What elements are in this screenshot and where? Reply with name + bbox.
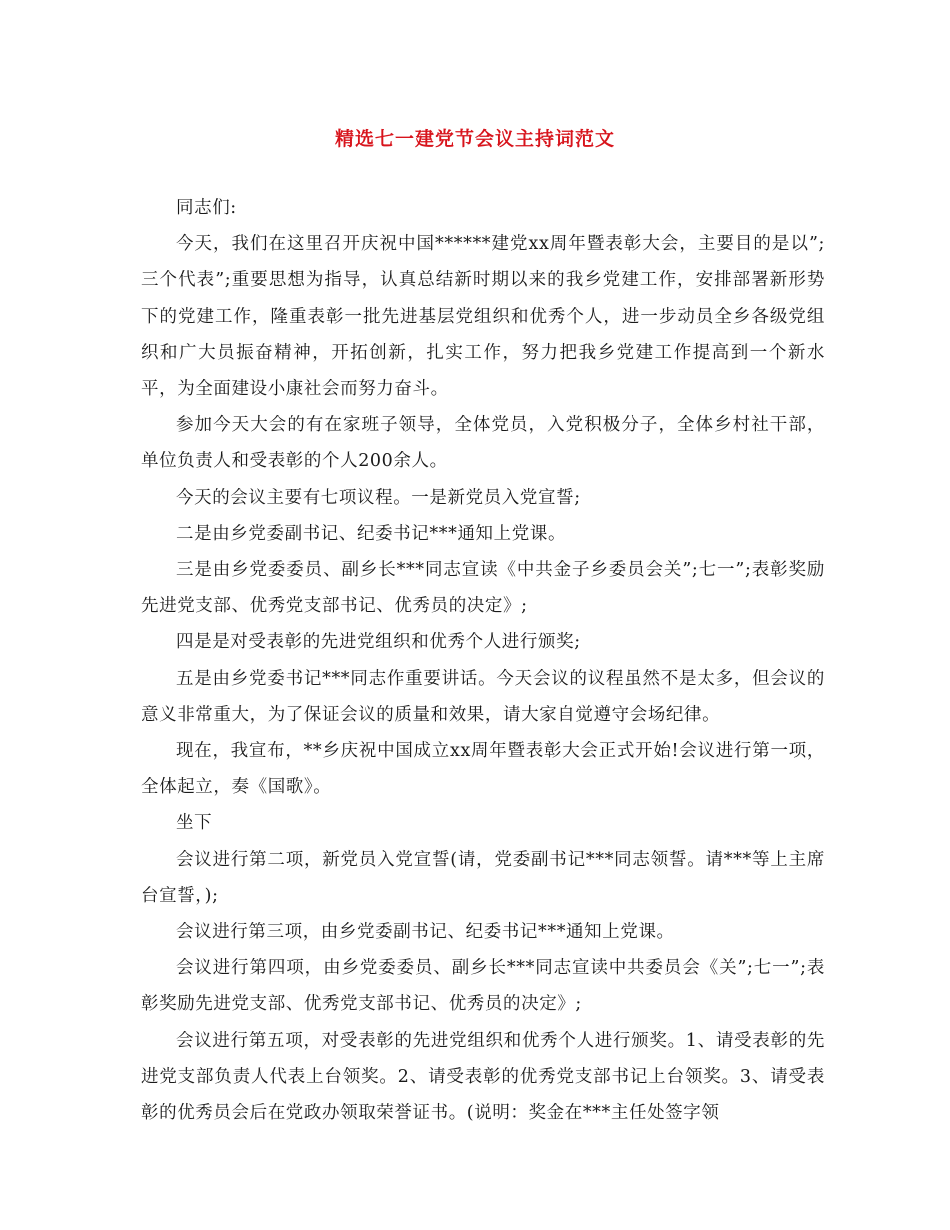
paragraph-greeting: 同志们: [176,198,237,218]
paragraph-agenda-item-4: 四是是对受表彰的先进党组织和优秀个人进行颁奖; [176,632,581,653]
paragraph-attendees: 参加今天大会的有在家班子领导，全体党员，入党积极分子，全体乡村社干部，单位负责人和受表彰的个人200余人。 [141,415,825,472]
paragraph-agenda-item-2: 二是由乡党委副书记、纪委书记***通知上党课。 [176,523,567,544]
document-body [141,190,825,1131]
paragraph-item-5: 会议进行第五项，对受表彰的先进党组织和优秀个人进行颁奖。1、请受表彰的先进党支部负责人代表上台领奖。2、请受表彰的优秀党支部书记上台领奖。3、请受表彰的优秀员会后在党政办领取荣誉证书。(说明：奖金在***主任处签字领 [141,1030,825,1124]
paragraph-item-3: 会议进行第三项，由乡党委副书记、纪委书记***通知上党课。 [176,922,675,943]
paragraph-sit-down: 坐下 [176,813,213,834]
paragraph-agenda-item-5: 五是由乡党委书记***同志作重要讲话。今天会议的议程虽然不是太多，但会议的意义非常重大，为了保证会议的质量和效果，请大家自觉遵守会场纪律。 [141,668,825,725]
paragraph-item-2: 会议进行第二项，新党员入党宣誓(请，党委副书记***同志领誓。请***等上主席台宣誓，); [141,849,825,906]
document-title: 精选七一建党节会议主持词范文 [334,128,615,150]
paragraph-agenda-item-3: 三是由乡党委委员、副乡长***同志宣读《中共金子乡委员会关”;七一”;表彰奖励先进党支部、优秀党支部书记、优秀员的决定》; [141,560,825,617]
paragraph-purpose: 今天，我们在这里召开庆祝中国******建党xx周年暨表彰大会，主要目的是以”;三个代表”;重要思想为指导，认真总结新时期以来的我乡党建工作，安排部署新形势下的党建工作，隆重表彰一批先进基层党组织和优秀个人，进一步动员全乡各级党组织和广大员振奋精神，开拓创新，扎实工作，努力把我乡党建工作提高到一个新水平，为全面建设小康社会而努力奋斗。 [141,234,825,400]
paragraph-item-4: 会议进行第四项，由乡党委委员、副乡长***同志宣读中共委员会《关”;七一”;表彰奖励先进党支部、优秀党支部书记、优秀员的决定》; [141,958,825,1015]
paragraph-opening: 现在，我宣布，**乡庆祝中国成立xx周年暨表彰大会正式开始!会议进行第一项，全体起立，奏《国歌》。 [141,741,825,798]
paragraph-agenda-intro: 今天的会议主要有七项议程。一是新党员入党宣誓; [176,487,581,508]
